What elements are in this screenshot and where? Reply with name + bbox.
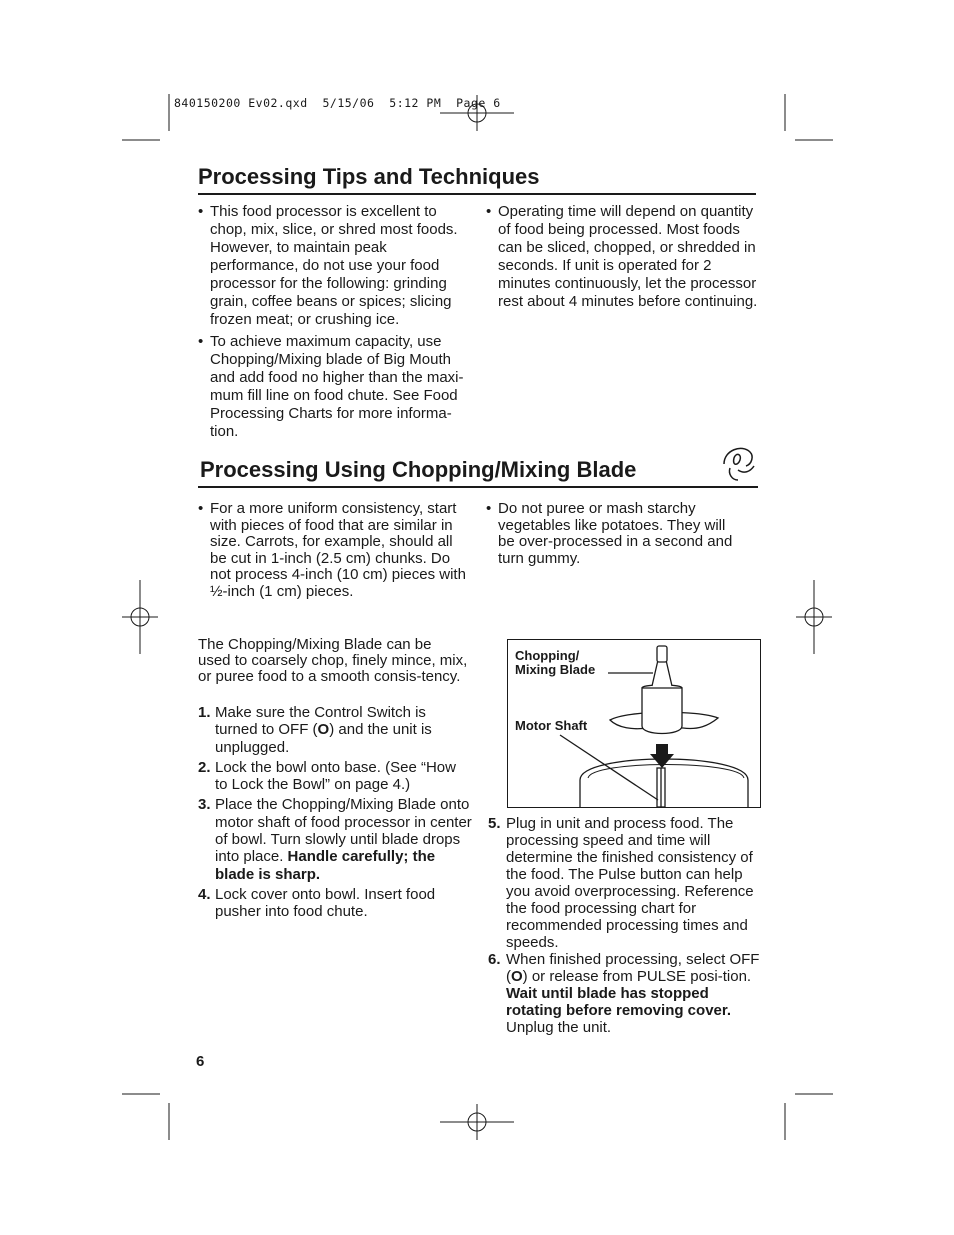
step-text: Lock cover onto bowl. Insert food pusher into food chute. <box>215 885 436 921</box>
step-number: 3. <box>198 796 211 814</box>
blade-tips-left-list <box>198 501 468 605</box>
step-text-tail: Unplug the unit. <box>506 1019 612 1036</box>
step-text: Make sure the Control Switch is turned to OFF ( <box>215 704 426 739</box>
steps-left-list <box>198 704 472 924</box>
section-rule-tips <box>198 193 756 195</box>
blade-icon <box>720 442 756 484</box>
list-item: • For a more uniform consistency, start with pieces of food that are similar in size. Carrots, for example, should all be cut in 1-inch (2.5 cm) chunks. Do not process 4-inch (10 cm) pieces with ½-inch (1 cm) pieces. <box>198 501 468 601</box>
section-title-blade: Processing Using Chopping/Mixing Blade <box>200 457 637 482</box>
step-text: Lock the bowl onto base. (See “How to Lock the Bowl” on page 4.) <box>215 758 456 794</box>
step-text: Place the Chopping/Mixing Blade onto motor shaft of food processor in center of bowl. Turn slowly until blade drops into place. <box>215 796 472 866</box>
step-number: 5. <box>488 815 501 832</box>
step-warning: Handle carefully; the blade is sharp. <box>215 848 436 883</box>
section-rule-blade <box>198 486 758 488</box>
off-symbol: O <box>317 721 330 739</box>
list-item: • This food processor is excellent to chop, mix, slice, or shred most foods. However, to maintain peak performance, do not use your food processor for the following: grinding grain, coffee beans or spices; slicing frozen meat; or crushing ice. <box>198 203 468 329</box>
off-symbol: O <box>511 968 523 985</box>
figure-label-shaft: Motor Shaft <box>515 718 588 733</box>
step-text: Plug in unit and process food. The processing speed and time will determine the finished consistency of the food. The Pulse button can help you avoid overprocessing. Reference the food processing chart for recommended processing times and speeds. <box>506 815 754 951</box>
step-number: 2. <box>198 758 211 776</box>
step-item <box>198 886 472 921</box>
print-slug: 840150200 Ev02.qxd 5/15/06 5:12 PM Page 6 <box>174 96 501 110</box>
page-number: 6 <box>196 1053 205 1070</box>
step-number: 1. <box>198 704 211 721</box>
blade-figure <box>507 639 761 808</box>
list-item: • To achieve maximum capacity, use Chopping/Mixing blade of Big Mouth and add food no higher than the maxi-mum fill line on food chute. See Food Processing Charts for more informa-tion. <box>198 333 468 441</box>
tips-right-list <box>486 203 760 315</box>
step-number: 6. <box>488 951 501 968</box>
step-text-after: ) and the unit is unplugged. <box>215 721 432 756</box>
step-number: 4. <box>198 885 211 903</box>
step-text-after: ) or release from PULSE posi-tion. <box>522 968 752 985</box>
step-text: When finished processing, select OFF ( <box>506 951 760 985</box>
step-item <box>198 759 472 794</box>
step-item <box>488 815 760 951</box>
step-item <box>198 796 472 882</box>
figure-label-blade: Chopping/ Mixing Blade <box>515 648 596 677</box>
step-item <box>198 704 472 756</box>
section-title-tips: Processing Tips and Techniques <box>198 164 540 189</box>
steps-right-list <box>488 815 760 1036</box>
blade-tips-right-list <box>486 501 744 571</box>
list-item: • Operating time will depend on quantity of food being processed. Most foods can be sliced, chopped, or shredded in seconds. If unit is operated for 2 minutes continuously, let the processor rest about 4 minutes before continuing. <box>486 203 760 311</box>
step-item <box>488 951 760 1036</box>
blade-intro: The Chopping/Mixing Blade can be used to coarsely chop, finely mince, mix, or puree food to a smooth consis-tency. <box>198 636 468 685</box>
tips-left-list <box>198 203 468 445</box>
step-warning: Wait until blade has stopped rotating before removing cover. <box>506 985 732 1019</box>
list-item: • Do not puree or mash starchy vegetables like potatoes. They will be over-processed in a second and turn gummy. <box>486 501 744 567</box>
